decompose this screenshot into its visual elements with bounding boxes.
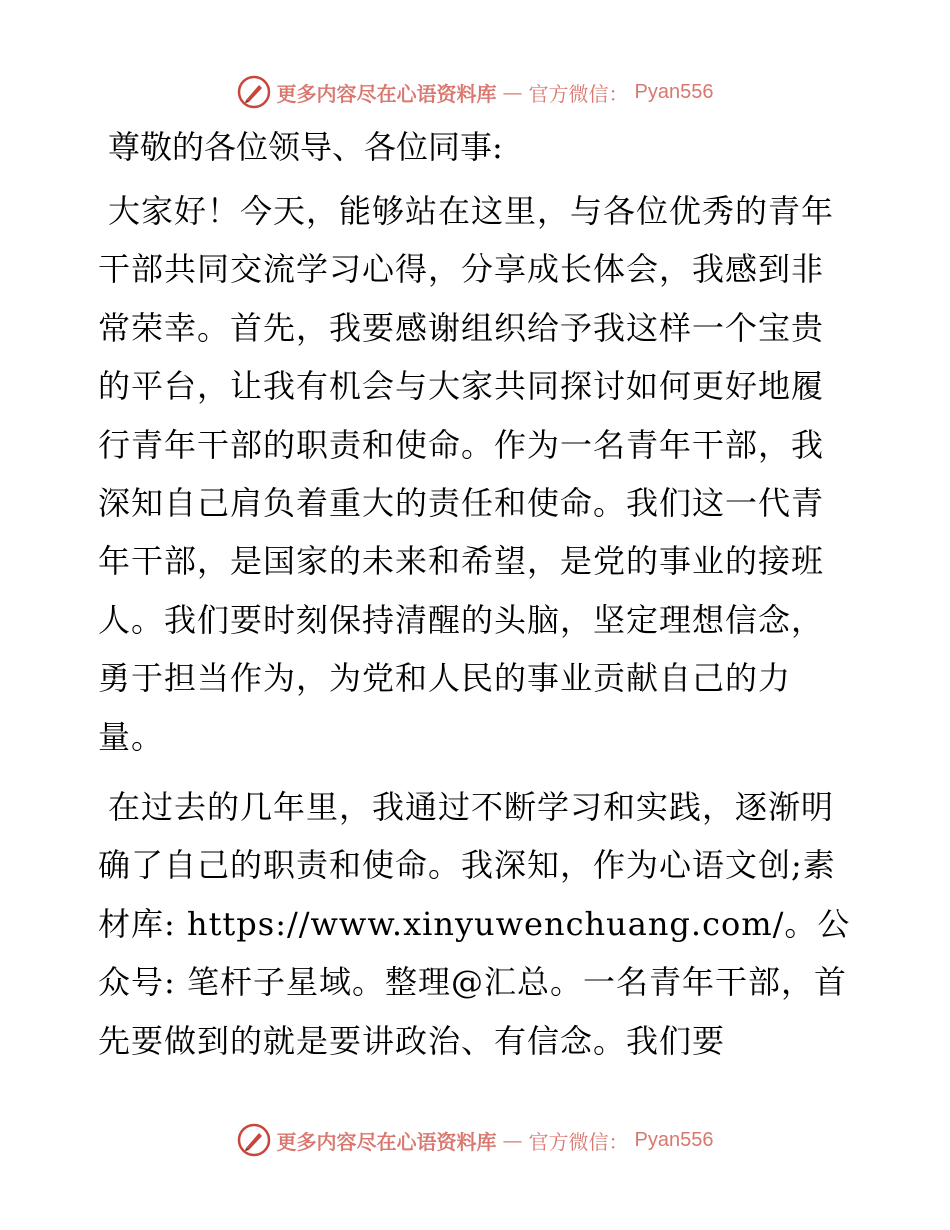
document-body xyxy=(98,118,854,1080)
banner-dash: — xyxy=(502,1128,523,1152)
pen-logo-icon xyxy=(237,75,271,109)
paragraph-2: 在过去的几年里，我通过不断学习和实践，逐渐明确了自己的职责和使命。我深知，作为心语文创;素材库: https://www.xinyuwenchuang.com/。公众号: 笔杆子星域。整理@汇总。一名青年干部，首先要做到的就是要讲政治、有信念。我们要 xyxy=(98,788,851,1060)
banner-site-text: 更多内容尽在心语资料库 xyxy=(276,81,497,106)
greeting-line: 尊敬的各位领导、各位同事: xyxy=(108,128,503,166)
banner-wechat-label: 官方微信： xyxy=(528,81,629,106)
header-banner xyxy=(0,72,950,112)
paragraph-1: 大家好！今天，能够站在这里，与各位优秀的青年干部共同交流学习心得，分享成长体会，我感到非常荣幸。首先，我要感谢组织给予我这样一个宝贵的平台，让我有机会与大家共同探讨如何更好地履行青年干部的职责和使命。作为一名青年干部，我深知自己肩负着重大的责任和使命。我们这一代青年干部，是国家的未来和希望，是党的事业的接班人。我们要时刻保持清醒的头脑，坚定理想信念，勇于担当作为，为党和人民的事业贡献自己的力量。 xyxy=(98,192,835,756)
banner-dash: — xyxy=(502,80,523,104)
banner-site-text: 更多内容尽在心语资料库 xyxy=(276,1129,497,1154)
banner-wechat-label: 官方微信： xyxy=(528,1129,629,1154)
banner-wechat-id: Pyan556 xyxy=(634,1128,714,1151)
banner-wechat-id: Pyan556 xyxy=(634,80,714,103)
pen-logo-icon xyxy=(237,1123,271,1157)
footer-banner xyxy=(0,1120,950,1160)
